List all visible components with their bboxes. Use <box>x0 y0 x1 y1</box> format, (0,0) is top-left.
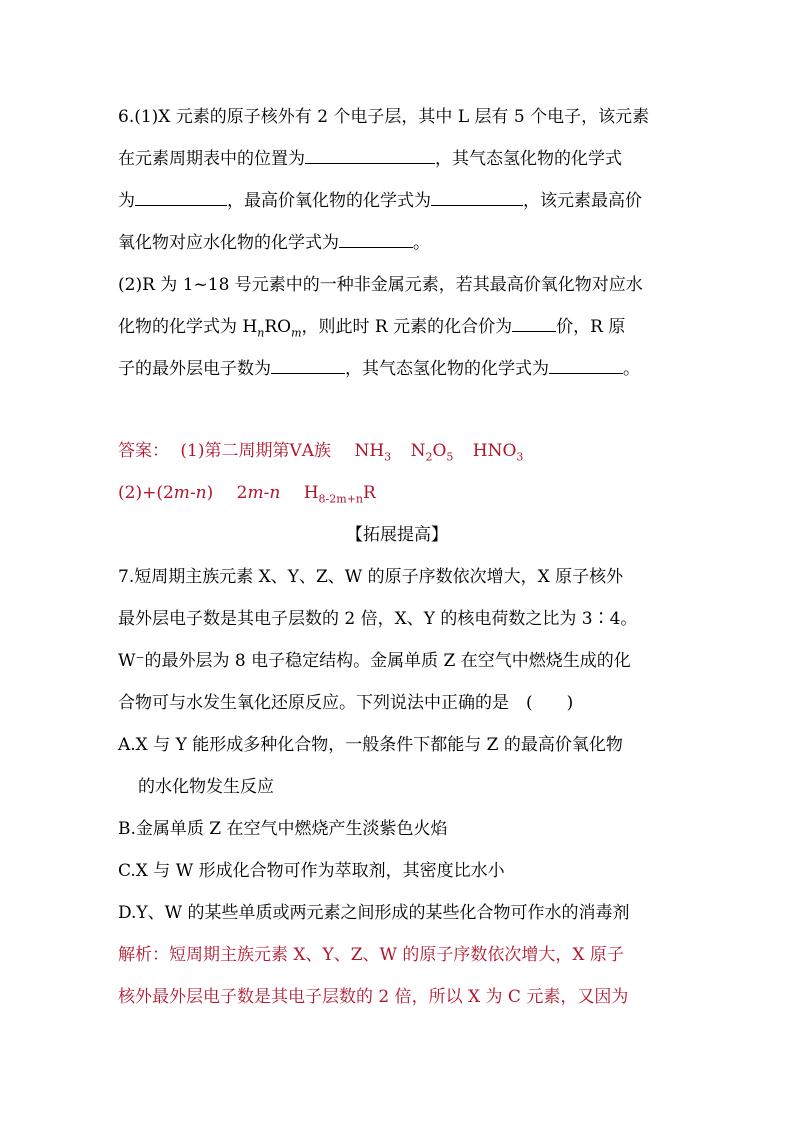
answer-blank-electrons[interactable] <box>271 357 345 374</box>
answer-blank-acid[interactable] <box>339 231 413 248</box>
formula-subscript: 8-2m+n <box>318 492 363 506</box>
answer-hno3 <box>472 441 524 464</box>
q6-text: 。 <box>413 233 430 253</box>
answer-text: (2)+(2 <box>118 483 174 503</box>
answer-blank-position[interactable] <box>305 147 435 164</box>
answer-part-2 <box>118 483 213 503</box>
q7-line-4: 合物可与水发生氧化还原反应。下列说法中正确的是 ( ) <box>118 693 574 713</box>
answer-part-3 <box>237 483 281 503</box>
answer-n2o5 <box>410 441 454 464</box>
q6-text: 化物的化学式为 H <box>118 317 258 337</box>
option-b[interactable]: B.金属单质 Z 在空气中燃烧产生淡紫色火焰 <box>118 819 448 839</box>
q6-text: ，该元素最高价 <box>523 191 642 211</box>
answer-blank-oxide[interactable] <box>431 189 523 206</box>
answer-part-1: (1)第二周期第ⅤA族 <box>180 441 332 461</box>
q7-line-2: 最外层电子数是其电子层数的 2 倍，X、Y 的核电荷数之比为 3∶4。 <box>118 609 638 629</box>
q6-line-6 <box>118 314 625 340</box>
option-a-line-1[interactable]: A.X 与 Y 能形成多种化合物，一般条件下都能与 Z 的最高价氧化物 <box>118 735 623 755</box>
q6-text: RO <box>264 317 292 337</box>
q6-line-2 <box>118 146 622 172</box>
q6-text: 为 <box>118 191 135 211</box>
variable-m: m <box>173 483 190 503</box>
subscript-m: m <box>291 326 302 340</box>
formula-text: N <box>410 441 426 461</box>
formula-text: R <box>363 483 376 503</box>
option-d[interactable]: D.Y、W 的某些单质或两元素之间形成的某些化合物可作水的消毒剂 <box>118 903 630 923</box>
formula-subscript: 3 <box>516 450 524 464</box>
q6-text: ，其气态氢化物的化学式 <box>435 149 622 169</box>
analysis-label: 解析： <box>118 945 169 965</box>
q6-text: 。 <box>623 359 640 379</box>
formula-subscript: 2 <box>425 450 433 464</box>
q6-text: ，其气态氢化物的化学式为 <box>345 359 549 379</box>
q6-text: 子的最外层电子数为 <box>118 359 271 379</box>
option-c[interactable]: C.X 与 W 形成化合物可作为萃取剂，其密度比水小 <box>118 861 505 881</box>
q6-text: 价，R 原 <box>556 317 626 337</box>
answer-text: 2 <box>236 483 248 503</box>
answer-blank-r-hydride[interactable] <box>549 357 623 374</box>
formula-text: O <box>432 441 447 461</box>
answer-label: 答案： <box>118 441 169 461</box>
analysis-line-1 <box>118 942 624 968</box>
q6-text: (2)R 为 1~18 号元素中的一种非金属元素，若其最高价氧化物对应水 <box>118 275 643 295</box>
answer-part-4 <box>303 483 376 506</box>
q6-line-7 <box>118 356 640 382</box>
formula-text: H <box>303 483 319 503</box>
answer-text: ) <box>206 483 214 503</box>
option-a-line-2[interactable]: 的水化物发生反应 <box>138 777 274 797</box>
formula-text: NH <box>354 441 385 461</box>
answer-blank-valence[interactable] <box>512 315 556 332</box>
q6-text: 在元素周期表中的位置为 <box>118 149 305 169</box>
q7-line-1: 7.短周期主族元素 X、Y、Z、W 的原子序数依次增大，X 原子核外 <box>118 567 624 587</box>
q6-line-3 <box>118 188 642 214</box>
q6-text: 6.(1)X 元素的原子核外有 2 个电子层，其中 L 层有 5 个电子，该元素 <box>118 107 650 127</box>
variable-n: n <box>195 483 207 503</box>
q6-line-1 <box>118 104 649 130</box>
answer-line-2 <box>118 480 376 506</box>
q7-line-3: W⁻的最外层为 8 电子稳定结构。金属单质 Z 在空气中燃烧生成的化 <box>118 651 631 671</box>
q6-text: 氧化物对应水化物的化学式为 <box>118 233 339 253</box>
formula-subscript: 3 <box>384 450 392 464</box>
variable-n: n <box>269 483 281 503</box>
analysis-line-2: 核外最外层电子数是其电子层数的 2 倍，所以 X 为 C 元素，又因为 <box>118 987 629 1007</box>
answer-text: - <box>263 483 270 503</box>
answer-nh3 <box>354 441 392 464</box>
answer-line-1 <box>118 438 523 464</box>
formula-text: HNO <box>472 441 517 461</box>
section-title: 【拓展提高】 <box>346 525 448 545</box>
q6-line-5 <box>118 272 643 298</box>
analysis-text: 短周期主族元素 X、Y、Z、W 的原子序数依次增大，X 原子 <box>169 945 624 965</box>
formula-subscript: 5 <box>446 450 454 464</box>
subscript-n: n <box>257 326 265 340</box>
answer-text: - <box>189 483 196 503</box>
q6-text: ，最高价氧化物的化学式为 <box>227 191 431 211</box>
q6-text: ，则此时 R 元素的化合价为 <box>301 317 513 337</box>
answer-blank-hydride[interactable] <box>135 189 227 206</box>
variable-m: m <box>247 483 264 503</box>
q6-line-4 <box>118 230 430 256</box>
